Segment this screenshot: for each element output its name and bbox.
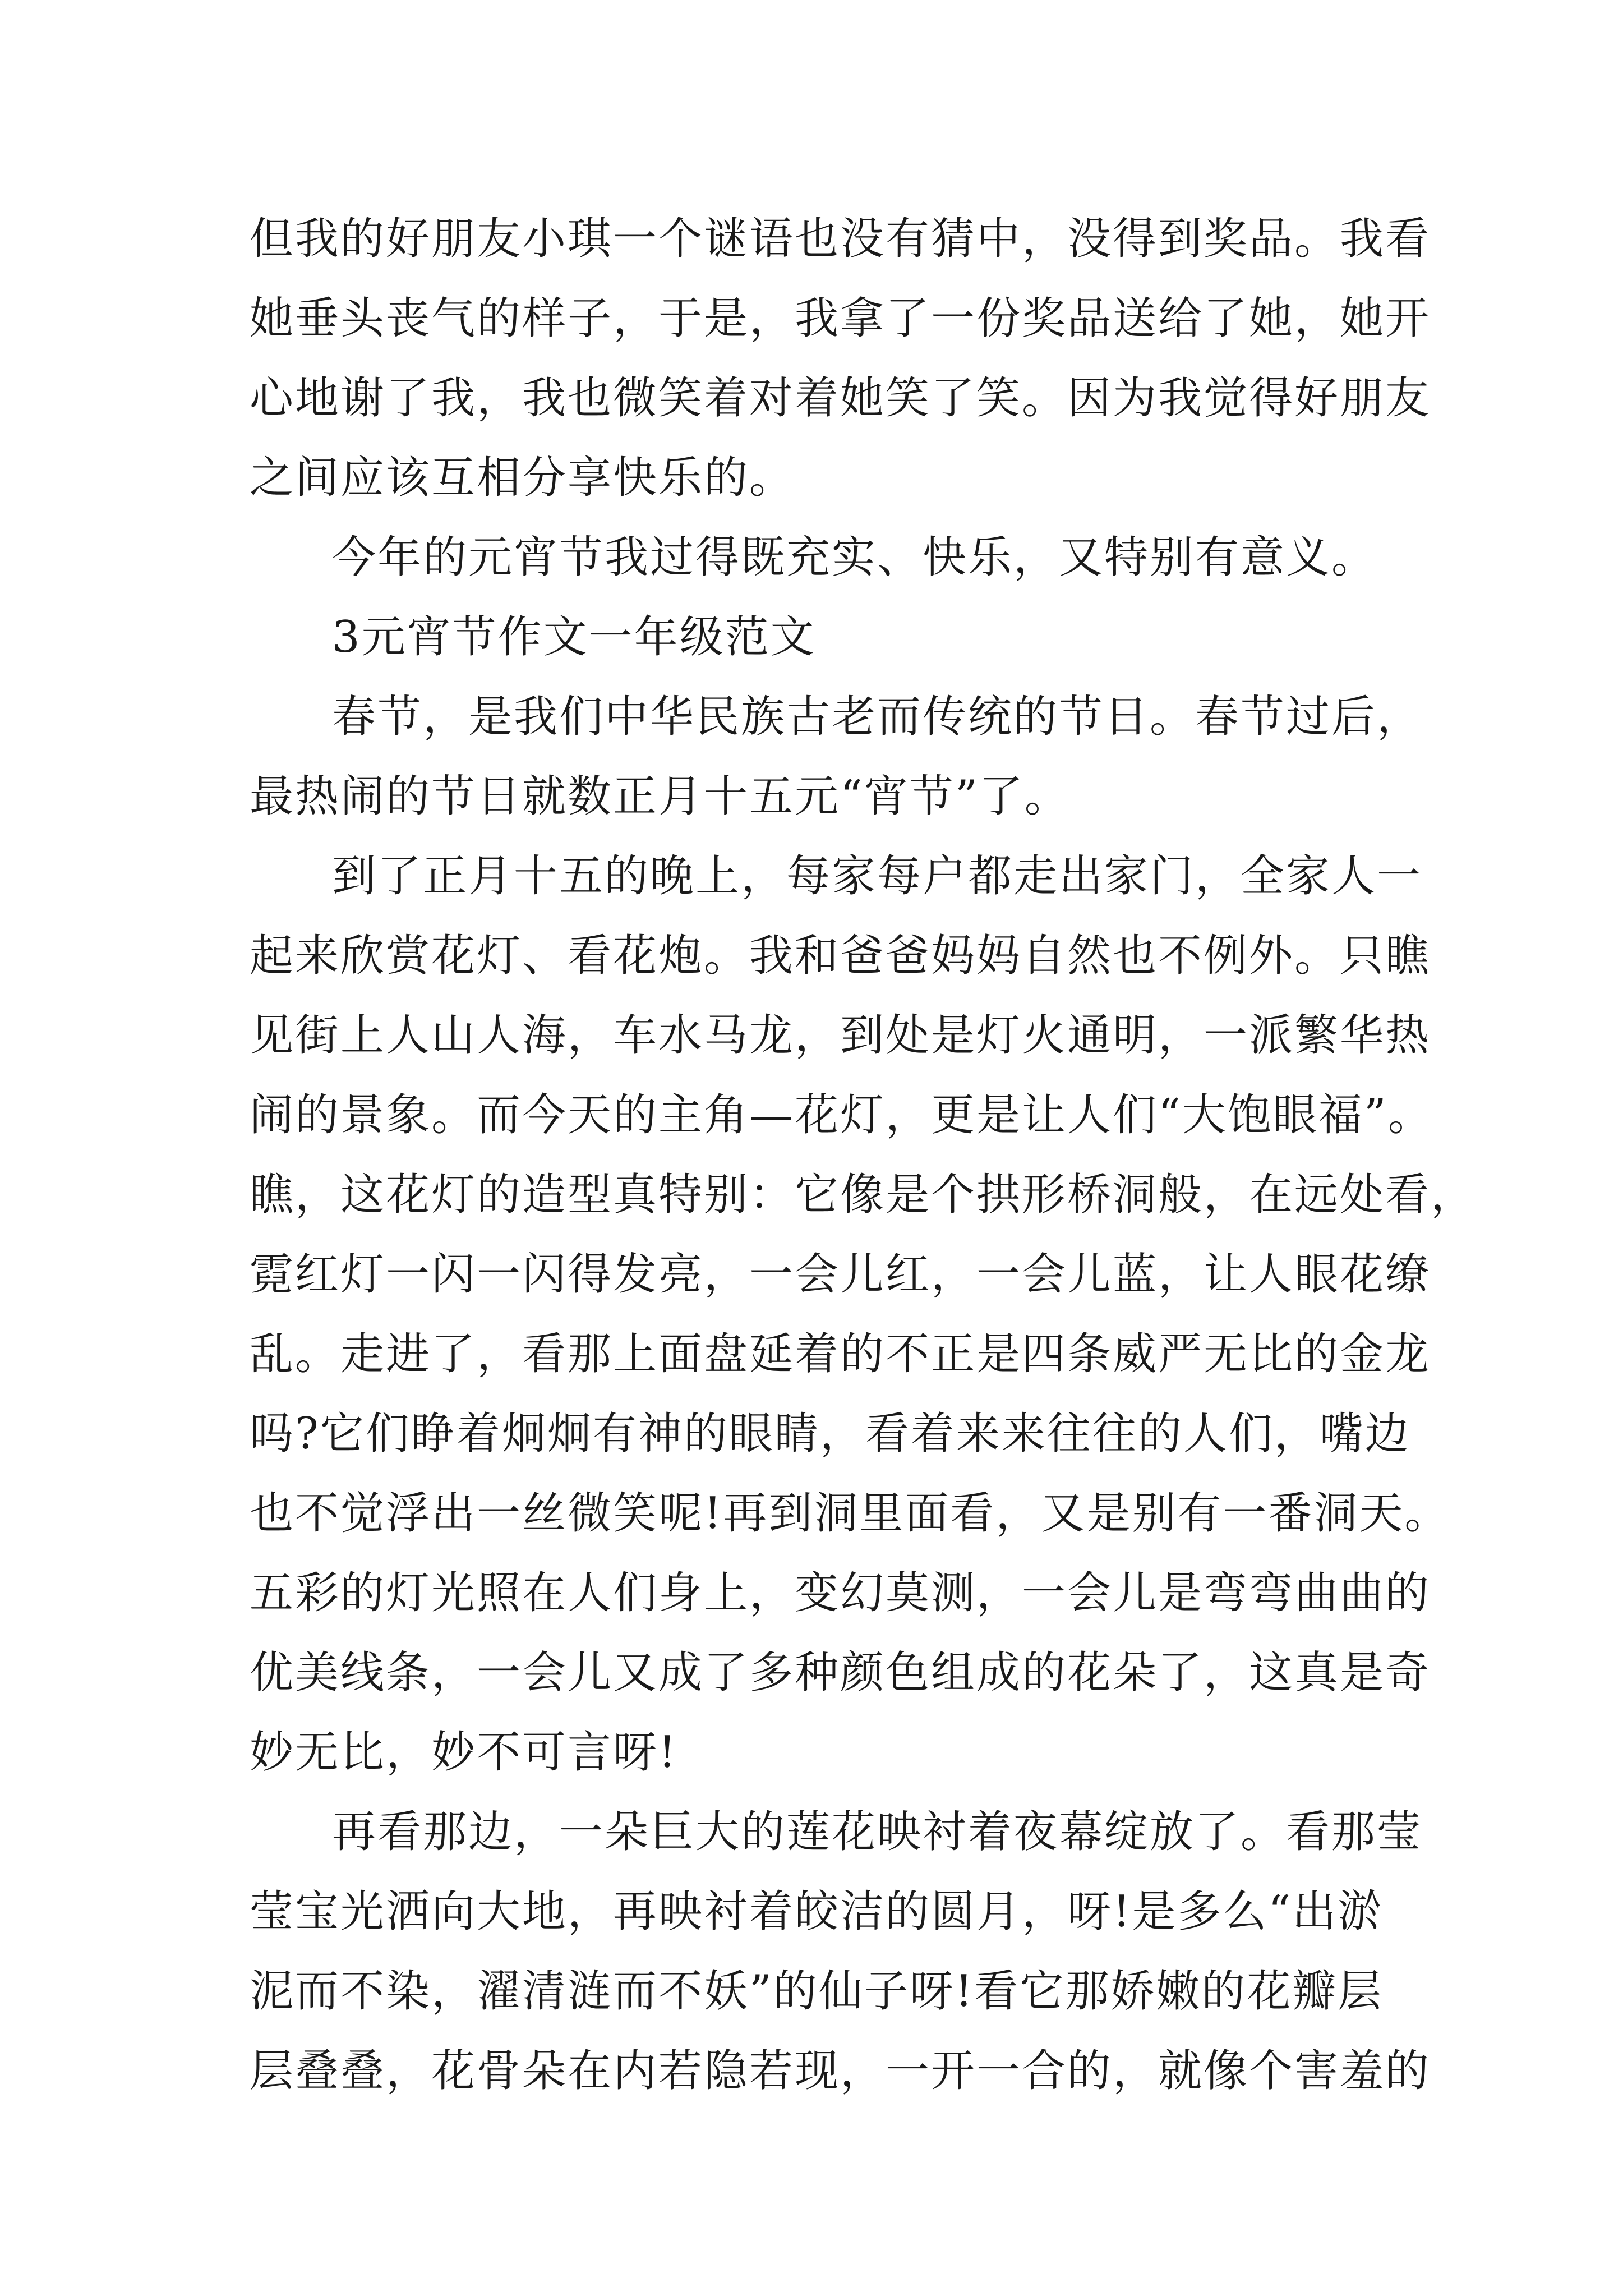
text-line: 闹的景象。而今天的主角—花灯，更是让人们“大饱眼福”。 [250,1090,1433,1140]
text-line: 层叠叠，花骨朵在内若隐若现，一开一合的，就像个害羞的 [250,2046,1431,2096]
text-line: 之间应该互相分享快乐的。 [250,453,795,503]
text-line: 但我的好朋友小琪一个谜语也没有猜中，没得到奖品。我看 [250,214,1431,264]
text-line: 五彩的灯光照在人们身上，变幻莫测，一会儿是弯弯曲曲的 [250,1568,1431,1618]
text-line: 今年的元宵节我过得既充实、快乐，又特别有意义。 [332,532,1377,583]
text-line: 霓红灯一闪一闪得发亮，一会儿红，一会儿蓝，让人眼花缭 [250,1249,1431,1300]
text-line: 最热闹的节日就数正月十五元“宵节”了。 [250,771,1070,822]
text-line: 莹宝光洒向大地，再映衬着皎洁的圆月，呀!是多么“出淤 [250,1887,1384,1937]
text-line: 再看那边，一朵巨大的莲花映衬着夜幕绽放了。看那莹 [332,1807,1423,1857]
text-line: 优美线条，一会儿又成了多种颜色组成的花朵了，这真是奇 [250,1648,1431,1698]
section-heading: 3元宵节作文一年级范文 [332,612,816,662]
text-line: 妙无比，妙不可言呀! [250,1727,678,1778]
text-line: 心地谢了我，我也微笑着对着她笑了笑。因为我觉得好朋友 [250,373,1431,424]
text-line: 见街上人山人海，车水马龙，到处是灯火通明，一派繁华热 [250,1010,1431,1061]
text-line: 她垂头丧气的样子，于是，我拿了一份奖品送给了她，她开 [250,293,1431,344]
text-line: 吗?它们睁着炯炯有神的眼睛，看着来来往往的人们，嘴边 [250,1409,1410,1459]
text-line: 瞧，这花灯的造型真特别：它像是个拱形桥洞般，在远处看， [250,1170,1477,1220]
text-line: 春节，是我们中华民族古老而传统的节日。春节过后， [332,692,1423,742]
text-line: 泥而不染，濯清涟而不妖”的仙子呀!看它那娇嫩的花瓣层 [250,1966,1384,2017]
text-line: 到了正月十五的晚上，每家每户都走出家门，全家人一 [332,851,1423,901]
text-line: 起来欣赏花灯、看花炮。我和爸爸妈妈自然也不例外。只瞧 [250,931,1431,981]
text-line: 也不觉浮出一丝微笑呢!再到洞里面看，又是别有一番洞天。 [250,1488,1450,1539]
text-line: 乱。走进了，看那上面盘延着的不正是四条威严无比的金龙 [250,1329,1431,1379]
